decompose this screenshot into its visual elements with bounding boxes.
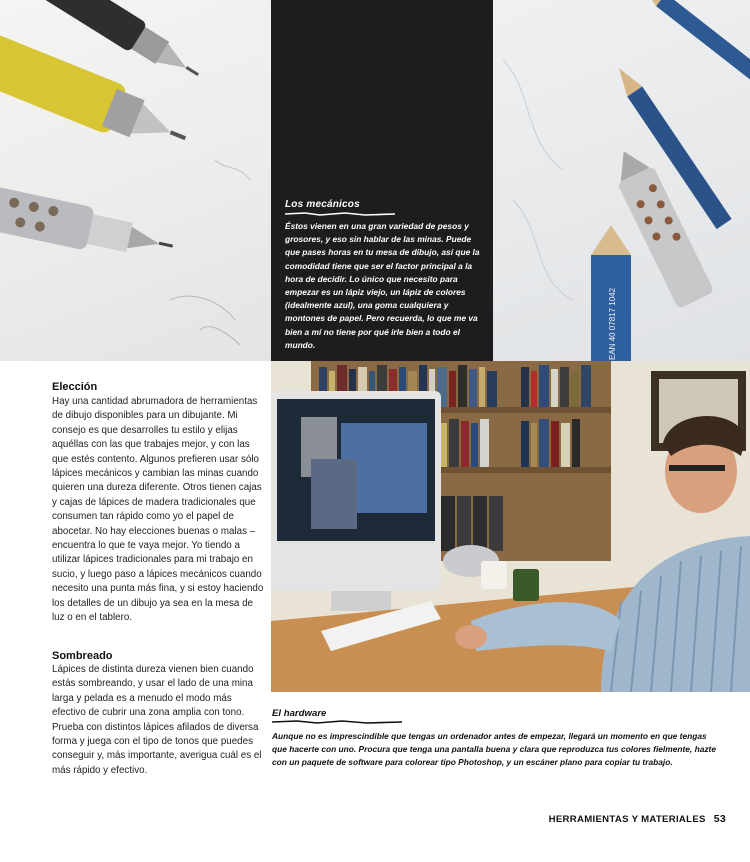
hardware-caption-title: El hardware	[272, 708, 327, 719]
photo-colored-pencils	[493, 0, 750, 361]
pencil-print: EAN 40 07817 1042	[608, 287, 617, 360]
hardware-caption-text: Aunque no es imprescindible que tengas un ordenador antes de empezar, llegará un momento en que tengas que hacerte con uno. Procura que tenga una pantalla buena y clara que reproduzca tus colores fielmente, hazte con un paquete de software para colorear tipo Photoshop, y un escáner plano para copiar tu trabajo.	[272, 731, 716, 768]
photo-mechanical-pencils	[0, 0, 271, 361]
page-footer	[0, 813, 726, 825]
office-illustration	[271, 361, 750, 692]
caption-underline-scribble	[285, 212, 395, 216]
section-text-eleccion: Hay una cantidad abrumadora de herramientas de dibujo disponibles para un dibujante. Mi consejo es que desarrolles tu estilo y elijas aquéllas con las que trabajes mejor, y con las que estés contento. Algunos prefieren usar sólo lápices mecánicos y cambian las minas cuando quieren una dureza diferente. Otros tienen cajas y cajas de lápices de madera tradicionales que consumen tan rápido como yo el papel de abocetar. No hay elecciones buenas o malas –encuentra lo que te vaya mejor. Yo tiendo a utilizar lápices tradicionales para mi trabajo en sucio, y luego paso a lápices mecánicos cuando necesito una punta más fina, y si estoy haciendo los detalles de un dibujo ya sea en la mesa de luz o en el tablero.	[52, 396, 264, 624]
section-text-sombreado: Lápices de distinta dureza vienen bien cuando estás sombreando, y usar el lado de una mina larga y pelada es a menudo el modo más efectivo de cubrir una zona amplia con tono. Prueba con distintos lápices afilados de diversa forma y juega con el tipo de tonos que puedes conseguir y, más importante, averigua cuál es el más rápido y efectivo.	[52, 664, 262, 776]
page-number: 53	[713, 813, 726, 825]
caption-title: Los mecánicos	[285, 199, 360, 210]
section-heading-sombreado: Sombreado	[52, 650, 113, 662]
colored-pencils-illustration	[493, 0, 750, 361]
footer-section-title: HERRAMIENTAS Y MATERIALES	[548, 814, 706, 825]
mechanical-pencils-illustration	[0, 0, 271, 361]
photo-office	[271, 361, 750, 692]
section-heading-eleccion: Elección	[52, 381, 98, 393]
hardware-underline-scribble	[272, 720, 402, 724]
caption-text: Éstos vienen en una gran variedad de pesos y grosores, y eso sin hablar de las minas. Puede que pases horas en tu mesa de dibujo, así que la comodidad tiene que ser el factor principal a la hora de decidir. Lo único que necesito para empezar es un lápiz viejo, un lápiz de colores (idealmente azul), una goma cualquiera y montones de papel. Pero recuerda, lo que me va bien a mí no tiene por qué irle bien a todo el mundo.	[285, 221, 480, 350]
